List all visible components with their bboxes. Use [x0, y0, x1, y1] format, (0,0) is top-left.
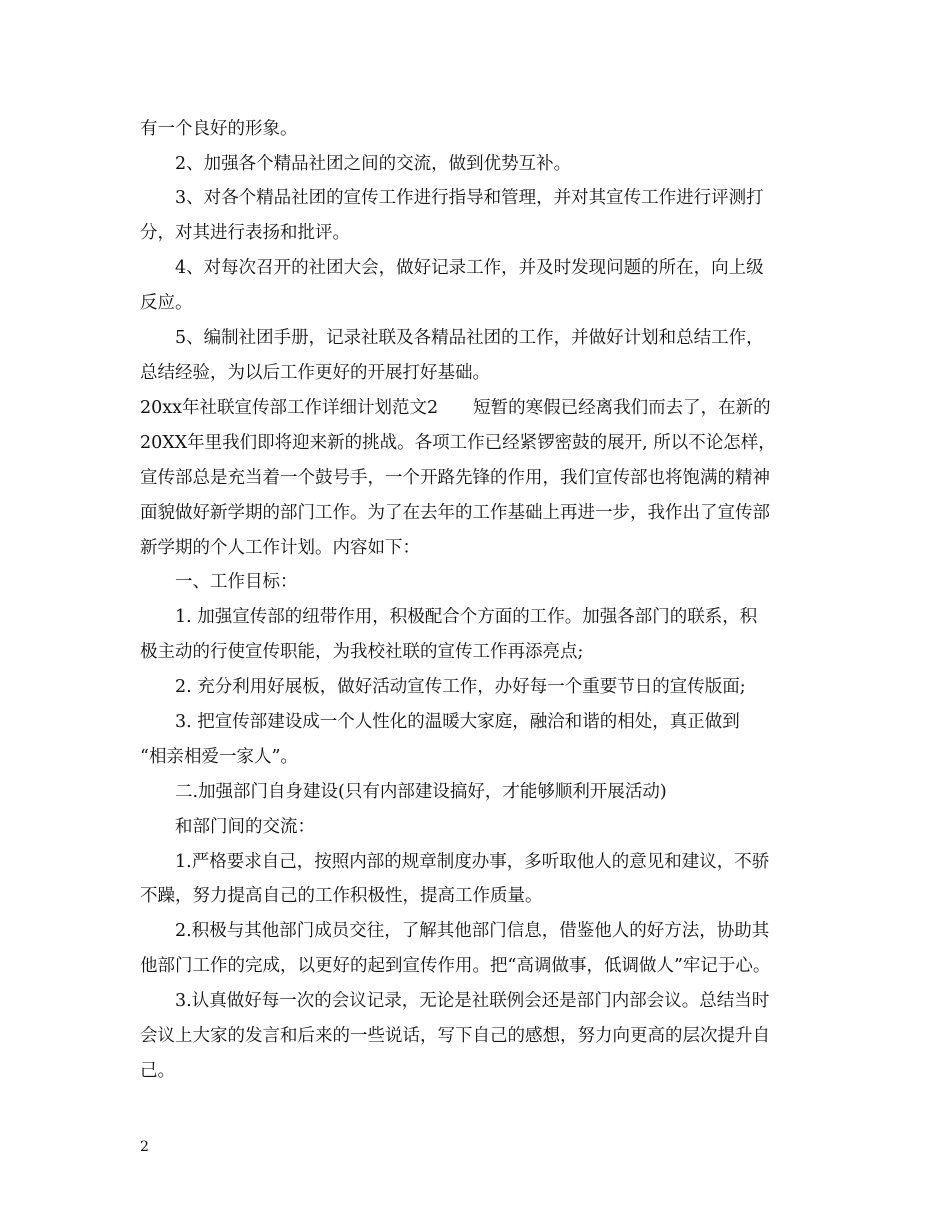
text-line: 极主动的行使宣传职能，为我校社联的宣传工作再添亮点; [140, 642, 584, 662]
text-line: 4、对每次召开的社团大会，做好记录工作，并及时发现问题的所在，向上级 [140, 258, 764, 278]
text-line: 2. 充分利用好展板，做好活动宣传工作，办好每一个重要节日的宣传版面; [140, 677, 746, 697]
text-line: 分，对其进行表扬和批评。 [140, 223, 350, 243]
text-line: 反应。 [140, 293, 193, 313]
text-line: 3、对各个精品社团的宣传工作进行指导和管理，并对其宣传工作进行评测打 [140, 188, 764, 208]
text-line: 5、编制社团手册，记录社联及各精品社团的工作，并做好计划和总结工作， [140, 328, 764, 348]
text-line: “相亲相爱一家人”。 [140, 747, 298, 767]
text-line: 20XX年里我们即将迎来新的挑战。各项工作已经紧锣密鼓的展开, 所以不论怎样， [140, 433, 776, 453]
text-line: 会议上大家的发言和后来的一些说话，写下自己的感想，努力向更高的层次提升自 [140, 1026, 770, 1046]
page-number: 2 [140, 1139, 149, 1155]
text-line: 总结经验，为以后工作更好的开展打好基础。 [140, 363, 490, 383]
text-line: 二.加强部门自身建设(只有内部建设搞好，才能够顺利开展活动) [140, 782, 667, 802]
text-line: 20xx年社联宣传部工作详细计划范文2 短暂的寒假已经离我们而去了，在新的 [140, 398, 771, 418]
text-line: 2.积极与其他部门成员交往，了解其他部门信息，借鉴他人的好方法，协助其 [140, 921, 770, 941]
text-line: 3. 把宣传部建设成一个人性化的温暖大家庭，融洽和谐的相处，真正做到 [140, 712, 740, 732]
text-line: 宣传部总是充当着一个鼓号手，一个开路先锋的作用，我们宣传部也将饱满的精神 [140, 468, 770, 488]
text-line: 他部门工作的完成，以更好的起到宣传作用。把“高调做事，低调做人”牢记于心。 [140, 956, 771, 976]
text-line: 不躁，努力提高自己的工作积极性，提高工作质量。 [140, 886, 543, 906]
text-line: 1. 加强宣传部的纽带作用，积极配合个方面的工作。加强各部门的联系，积 [140, 607, 758, 627]
text-line: 新学期的个人工作计划。内容如下： [140, 538, 420, 558]
text-line: 面貌做好新学期的部门工作。为了在去年的工作基础上再进一步，我作出了宣传部 [140, 503, 770, 523]
text-line: 3.认真做好每一次的会议记录，无论是社联例会还是部门内部会议。总结当时 [140, 991, 770, 1011]
text-line: 己。 [140, 1061, 175, 1081]
text-line: 一、工作目标： [140, 572, 298, 592]
text-line: 1.严格要求自己，按照内部的规章制度办事，多听取他人的意见和建议，不骄 [140, 852, 770, 872]
text-line: 和部门间的交流： [140, 817, 315, 837]
text-line: 有一个良好的形象。 [140, 119, 298, 139]
text-line: 2、加强各个精品社团之间的交流，做到优势互补。 [140, 154, 572, 174]
